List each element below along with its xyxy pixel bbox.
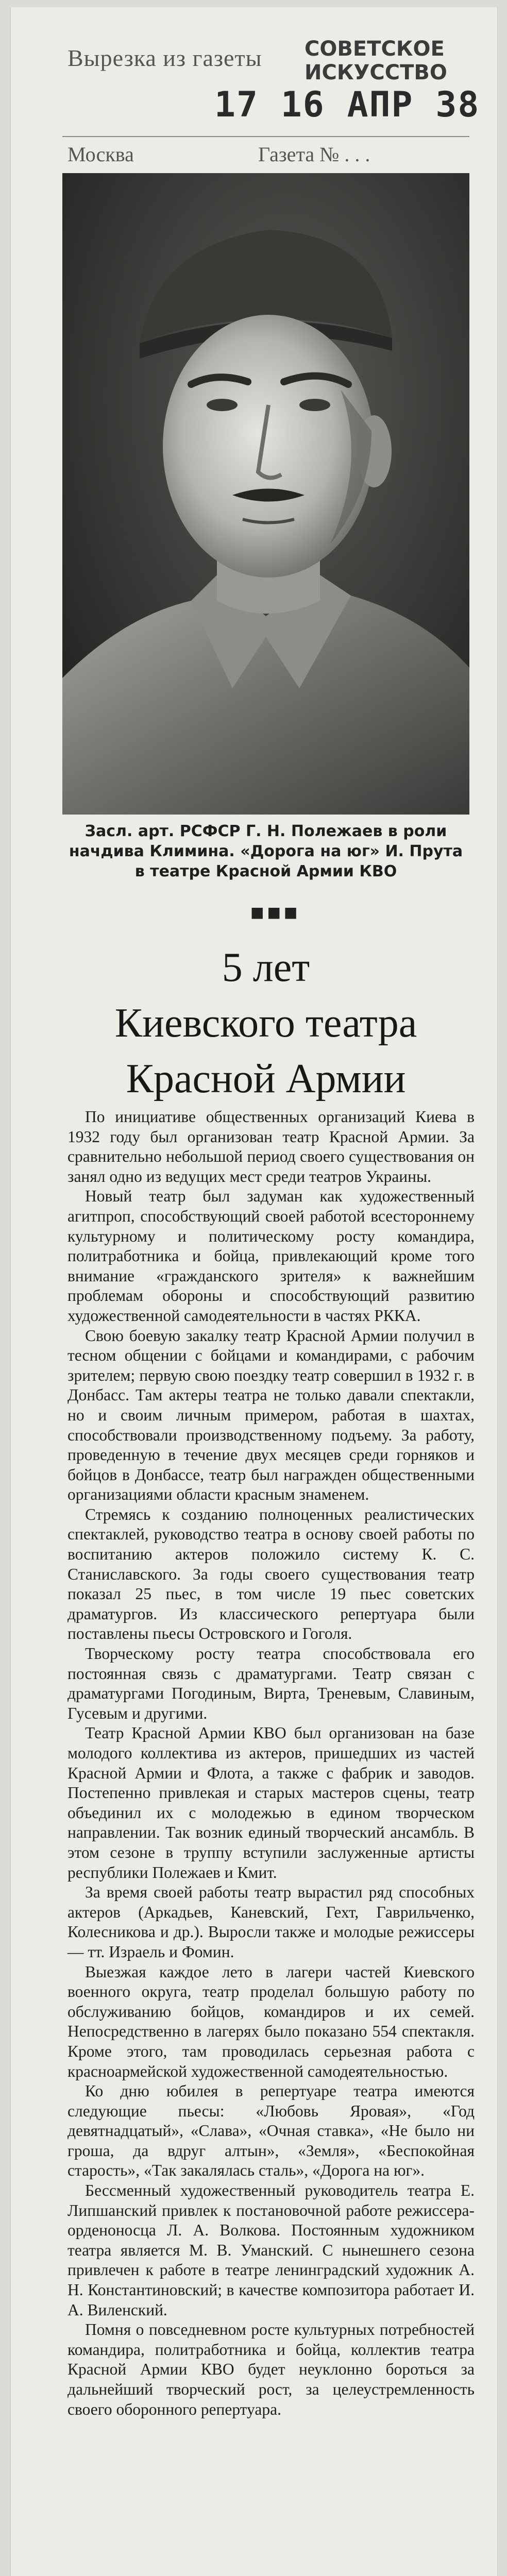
article-paragraph: Помня о повседневном росте культурных потребностей командира, политработника и бойца, коллектив театра Красной Армии КВО будет неуклонно бороться за дальнейший творческий рост, за целеустремленность своего оборонного репертуара. xyxy=(67,2320,475,2418)
article-paragraph: По инициативе общественных организаций Киева в 1932 году был организован театр Красной Армии. За сравнительно небольшой период своего существования он занял одно из ведущих мест среди театров Украины. xyxy=(67,1108,475,1185)
headline-line-3: Красной Армии xyxy=(126,1056,406,1101)
stamp-gazeta-number: Газета № . . . xyxy=(258,143,370,166)
stamp-city: Москва xyxy=(67,143,134,166)
article-paragraph: Новый театр был задуман как художественный агитпроп, способствующий своей работой всестороннему культурному и политическому росту командира, политработника и бойца, привлекающий кроме того внимание «гражданского зрителя» к важнейшим проблемам обороны и способствующий развитию художественной самодеятельности в частях РККА. xyxy=(67,1187,475,1325)
actor-portrait-photo xyxy=(62,173,469,815)
article-paragraph: Театр Красной Армии КВО был организован на базе молодого коллектива из актеров, пришедших из частей Красной Армии и Флота, а также с фабрик и заводов. Постепенно привлекая и старых мастеров сцены, театр объединил их с молодежью в едином творческом направлении. Так возник единый творческий ансамбль. В этом сезоне в труппу вступили заслуженные артисты республики Полежаев и Кмит. xyxy=(67,1724,475,1882)
article-paragraph: Свою боевую закалку театр Красной Армии получил в тесном общении с бойцами и командирами, с рабочим зрителем; первую свою поездку театр совершил в 1932 г. в Донбасс. Там актеры театра не только давали спектакли, но и своим личным примером, работая в шахтах, способствовали производственному подъему. За работу, проведенную в течение двух месяцев среди горняков и бойцов в Донбассе, театр был награжден общественными организациями области красным знаменем. xyxy=(67,1326,475,1504)
headline-line-1: 5 лет xyxy=(222,945,310,990)
stamp-rule xyxy=(62,136,469,137)
article-paragraph: Стремясь к созданию полноценных реалистических спектаклей, руководство театра в основу своей работы по воспитанию актеров положило систему К. С. Станиславского. За годы своего существования театр показал 25 пьес, в том числе 19 пьес советских драматургов. Из классического репертуара были поставлены пьесы Островского и Гоголя. xyxy=(67,1505,475,1643)
section-divider: ■■■ xyxy=(250,904,301,921)
headline-line-2: Киевского театра xyxy=(114,1001,417,1046)
photo-caption: Засл. арт. РСФСР Г. Н. Полежаев в роли начдива Климина. «Дорога на юг» И. Прута в театре Красной Армии КВО xyxy=(69,822,463,880)
stamp-newspaper-name: СОВЕТСКОЕ ИСКУССТВО xyxy=(305,37,447,84)
article-body xyxy=(67,1107,475,2419)
article-paragraph: За время своей работы театр вырастил ряд способных актеров (Аркадьев, Каневский, Гехт, Гаврильченко, Колесникова и др.). Выросли также и молодые режиссеры — тт. Израель и Фомин. xyxy=(67,1883,475,1961)
clipping-stamp xyxy=(11,7,497,166)
clipping-sheet xyxy=(10,7,498,2576)
article-headline xyxy=(62,940,469,1107)
stamp-date: 17 16 АПР 38 xyxy=(214,84,480,125)
article-paragraph: Ко дню юбилея в репертуаре театра имеются следующие пьесы: «Любовь Яровая», «Год девятнадцатый», «Слава», «Очная ставка», «Не было ни гроша, да вдруг алтын», «Земля», «Беспокойная старость», «Так закалялась сталь», «Дорога на юг». xyxy=(67,2082,475,2180)
article-paragraph: Бессменный художественный руководитель театра Е. Липшанский привлек к постановочной работе режиссера-орденоносца Л. А. Волкова. Постоянным художником театра является М. В. Уманский. С нынешнего сезона привлечен к работе в театре ленинградский художник А. Н. Константиновский; в качестве композитора работает И. А. Виленский. xyxy=(67,2181,475,2319)
article-paragraph: Творческому росту театра способствовала его постоянная связь с драматургами. Театр связан с драматургами Погодиным, Вирта, Треневым, Славиным, Гусевым и другими. xyxy=(67,1645,475,1722)
stamp-label: Вырезка из газеты xyxy=(67,45,262,71)
portrait-illustration xyxy=(62,173,469,815)
article-paragraph: Выезжая каждое лето в лагери частей Киевского военного округа, театр проделал большую работу по обслуживанию бойцов, командиров и их семей. Непосредственно в лагерях было показано 554 спектакля. Кроме этого, там проводилась серьезная работа с красноармейской художественной самодеятельностью. xyxy=(67,1962,475,2080)
